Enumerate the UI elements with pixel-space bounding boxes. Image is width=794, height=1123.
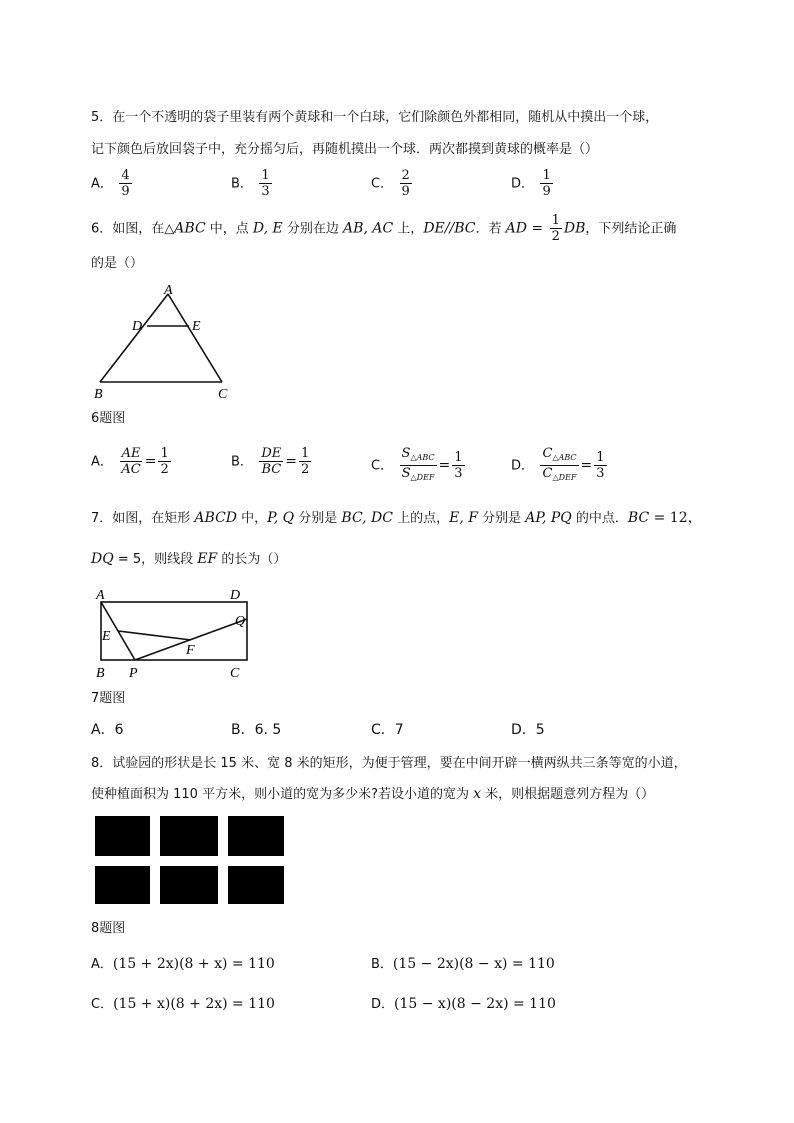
label-c: C xyxy=(218,387,228,402)
q7-figure-caption: 7题图 xyxy=(91,691,126,706)
q6-option-a[interactable]: A． $\frac{AE}{AC}$ = $\frac{1}{2}$ xyxy=(91,446,169,477)
fraction: $\frac{C_{\triangle ABC}}{C_{\triangle DEF}}$ xyxy=(542,446,577,482)
fraction: $\frac{DE}{BC}$ xyxy=(261,446,282,477)
q6-figure-triangle xyxy=(88,282,248,404)
q6-figure-caption: 6题图 xyxy=(91,411,126,426)
option-letter: B． xyxy=(231,454,253,470)
fraction: $\frac{AE}{AC}$ xyxy=(121,446,141,477)
fraction: $\frac{1}{2}$ xyxy=(551,213,560,244)
option-letter: B． xyxy=(231,176,253,192)
fraction: $\frac{1}{3}$ xyxy=(454,450,463,481)
q5-line-1: 5．在一个不透明的袋子里装有两个黄球和一个白球，它们除颜色外都相同，随机从中摸出一个球， xyxy=(91,110,659,125)
q5-option-d[interactable] xyxy=(511,168,555,199)
fraction: $\frac{S_{\triangle ABC}}{S_{\triangle DEF}}$ xyxy=(401,446,435,482)
fraction: $\frac{2}{9}$ xyxy=(401,168,410,199)
label-d: D xyxy=(230,588,241,603)
q8-option-d[interactable]: D．(15 − x)(8 − 2x) = 110 xyxy=(371,996,556,1012)
option-letter: D． xyxy=(511,458,535,474)
q7-option-d[interactable]: D．5 xyxy=(511,722,545,738)
fraction: $\frac{4}{9}$ xyxy=(121,168,130,199)
q7-option-b[interactable]: B．6. 5 xyxy=(231,722,282,738)
horizontal-path xyxy=(95,856,284,866)
label-b: B xyxy=(96,666,105,681)
fraction: $\frac{1}{9}$ xyxy=(542,168,551,199)
label-p: P xyxy=(129,666,138,681)
q6-line-2: 的是（） xyxy=(91,256,144,271)
fraction: $\frac{1}{2}$ xyxy=(301,446,310,477)
q7-option-a[interactable]: A．6 xyxy=(91,722,124,738)
option-letter: C． xyxy=(371,458,394,474)
fraction: $\frac{1}{3}$ xyxy=(261,168,270,199)
q8-option-c[interactable]: C．(15 + x)(8 + 2x) = 110 xyxy=(91,996,275,1012)
label-e: E xyxy=(192,319,201,334)
q6-option-d[interactable]: D． $\frac{C_{\triangle ABC}}{C_{\triangle DEF}}$ = $\frac{1}{3}$ xyxy=(511,446,609,485)
label-a: A xyxy=(164,283,173,298)
option-letter: D． xyxy=(511,176,535,192)
q7-figure-rectangle xyxy=(90,584,260,684)
option-letter: C． xyxy=(371,176,394,192)
label-q: Q xyxy=(235,614,246,629)
fraction: $\frac{1}{3}$ xyxy=(596,450,605,481)
q8-option-a[interactable]: A．(15 + 2x)(8 + x) = 110 xyxy=(91,956,275,972)
q5-option-c[interactable] xyxy=(371,168,414,199)
label-a: A xyxy=(96,588,105,603)
q6-option-c[interactable]: C． $\frac{S_{\triangle ABC}}{S_{\triangle DEF}}$ = $\frac{1}{3}$ xyxy=(371,446,467,485)
q6-line-1: 6．如图，在△ABC 中，点 D, E 分别在边 AB, AC 上，DE//BC．若 AD = $\frac{1}{2}$ DB，下列结论正确 xyxy=(91,213,677,244)
q8-line-2: 使种植面积为 110 平方米，则小道的宽为多少米?若设小道的宽为 x 米，则根据题意列方程为（） xyxy=(91,786,655,802)
label-b: B xyxy=(94,387,103,402)
q8-figure-garden xyxy=(95,816,285,906)
q8-figure-caption: 8题图 xyxy=(91,921,126,936)
q8-option-b[interactable]: B．(15 − 2x)(8 − x) = 110 xyxy=(371,956,555,972)
label-f: F xyxy=(186,643,195,658)
label-c: C xyxy=(230,666,240,681)
segment-ef xyxy=(118,631,191,640)
q5-option-a[interactable] xyxy=(91,168,134,199)
label-d: D xyxy=(132,319,143,334)
vertical-path-right xyxy=(218,816,228,904)
option-letter: A． xyxy=(91,454,113,470)
vertical-path-left xyxy=(150,816,160,904)
label-e: E xyxy=(102,629,111,644)
q8-line-1: 8．试验园的形状是长 15 米、宽 8 米的矩形，为便于管理，要在中间开辟一横两纵共三条等宽的小道， xyxy=(91,756,687,771)
fraction: $\frac{1}{2}$ xyxy=(160,446,169,477)
q5-line-2: 记下颜色后放回袋子中，充分摇匀后，再随机摸出一个球．两次都摸到黄球的概率是（） xyxy=(91,142,599,157)
q7-line-2: DQ = 5，则线段 EF 的长为（） xyxy=(91,551,287,567)
q7-option-c[interactable]: C．7 xyxy=(371,722,404,738)
q6-option-b[interactable]: B． $\frac{DE}{BC}$ = $\frac{1}{2}$ xyxy=(231,446,310,477)
q5-option-b[interactable] xyxy=(231,168,274,199)
q7-line-1: 7．如图，在矩形 ABCD 中，P, Q 分别是 BC, DC 上的点，E, F 分别是 AP, PQ 的中点．BC = 12， xyxy=(91,510,702,526)
segment-ab xyxy=(100,294,168,382)
option-letter: A． xyxy=(91,176,113,192)
segment-ac xyxy=(168,294,222,382)
